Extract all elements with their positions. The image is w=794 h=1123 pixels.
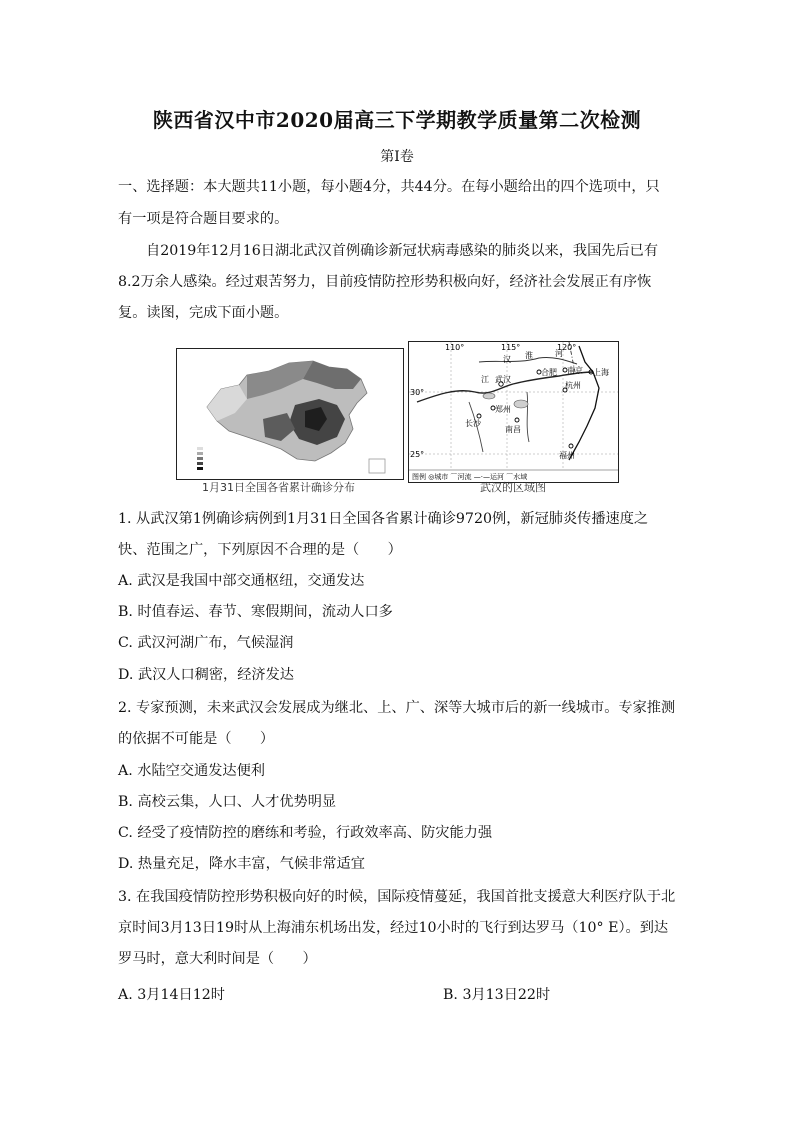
china-map-graphic <box>177 349 403 479</box>
question-3-option-a: A. 3月14日12时 <box>118 987 225 1003</box>
question-1-option-d: D. 武汉人口稠密，经济发达 <box>118 667 294 683</box>
wuhan-map-graphic <box>409 342 618 482</box>
china-cases-map <box>176 348 404 480</box>
question-3-stem-line-1: 3. 在我国疫情防控形势积极向好的时候，国际疫情蔓延，我国首批支援意大利医疗队于北 <box>118 889 676 905</box>
place-wuhan: 武汉 <box>495 375 511 384</box>
question-2-option-b: B. 高校云集，人口、人才优势明显 <box>118 794 337 810</box>
place-nanchang: 南昌 <box>505 425 521 434</box>
question-1-option-a: A. 武汉是我国中部交通枢纽，交通发达 <box>118 573 365 589</box>
place-he: 河 <box>555 349 563 358</box>
lon-115-label: 115° <box>501 343 521 352</box>
question-2-stem-line-2: 的依据不可能是（ ） <box>118 731 275 747</box>
place-jiang: 江 <box>481 375 489 384</box>
section-heading-line-2: 有一项是符合题目要求的。 <box>118 211 289 227</box>
place-shanghai: 上海 <box>593 368 609 377</box>
question-3-option-b: B. 3月13日22时 <box>443 987 551 1003</box>
place-han: 汉 <box>503 355 511 364</box>
question-3-stem-line-3: 罗马时，意大利时间是（ ） <box>118 951 317 967</box>
left-map-caption: 1月31日全国各省累计确诊分布 <box>202 481 355 494</box>
right-map-caption: 武汉的区域图 <box>480 481 546 494</box>
place-hefei: 合肥 <box>541 368 557 377</box>
place-fuzhou: 福州 <box>559 451 575 460</box>
place-nanjing: 南京 <box>567 366 583 375</box>
place-huai: 淮 <box>525 351 533 360</box>
lat-25-label: 25° <box>410 450 425 459</box>
lon-120-label: 120° <box>557 343 577 352</box>
lon-110-label: 110° <box>445 343 465 352</box>
intro-line-3: 复。读图，完成下面小题。 <box>118 305 289 321</box>
question-2-option-d: D. 热量充足，降水丰富，气候非常适宜 <box>118 856 365 872</box>
question-2-stem-line-1: 2. 专家预测，未来武汉会发展成为继北、上、广、深等大城市后的新一线城市。专家推测 <box>118 700 676 716</box>
question-1-stem-line-1: 1. 从武汉第1例确诊病例到1月31日全国各省累计确诊9720例，新冠肺炎传播速度之 <box>118 511 649 527</box>
question-2-option-c: C. 经受了疫情防控的磨练和考验，行政效率高、防灾能力强 <box>118 825 493 841</box>
question-1-stem-line-2: 快、范围之广，下列原因不合理的是（ ） <box>118 542 402 558</box>
place-changsha: 长沙 <box>465 419 481 428</box>
intro-line-2: 8.2万余人感染。经过艰苦努力，目前疫情防控形势积极向好，经济社会发展正有序恢 <box>118 274 652 290</box>
place-hangzhou: 杭州 <box>565 381 581 390</box>
question-1-option-c: C. 武汉河湖广布，气候湿润 <box>118 635 294 651</box>
place-zhengzhou: 郑州 <box>495 405 511 414</box>
question-1-option-b: B. 时值春运、春节、寒假期间，流动人口多 <box>118 604 393 620</box>
right-map-legend: 图例 ◎城市 ⌒河流 —·—运河 ⌒水域 <box>412 473 528 481</box>
lat-30-label: 30° <box>410 388 425 397</box>
question-3-stem-line-2: 京时间3月13日19时从上海浦东机场出发，经过10小时的飞行到达罗马（10° E）。到达 <box>118 920 669 936</box>
wuhan-region-map <box>408 341 619 483</box>
intro-line-1: 自2019年12月16日湖北武汉首例确诊新冠状病毒感染的肺炎以来，我国先后已有 <box>146 243 659 259</box>
volume-label: 第Ⅰ卷 <box>380 149 414 165</box>
question-2-option-a: A. 水陆空交通发达便利 <box>118 763 265 779</box>
page-title: 陕西省汉中市2020届高三下学期教学质量第二次检测 <box>152 108 642 132</box>
figure <box>176 341 618 495</box>
section-heading-line-1: 一、选择题：本大题共11小题，每小题4分，共44分。在每小题给出的四个选项中，只 <box>118 179 660 195</box>
